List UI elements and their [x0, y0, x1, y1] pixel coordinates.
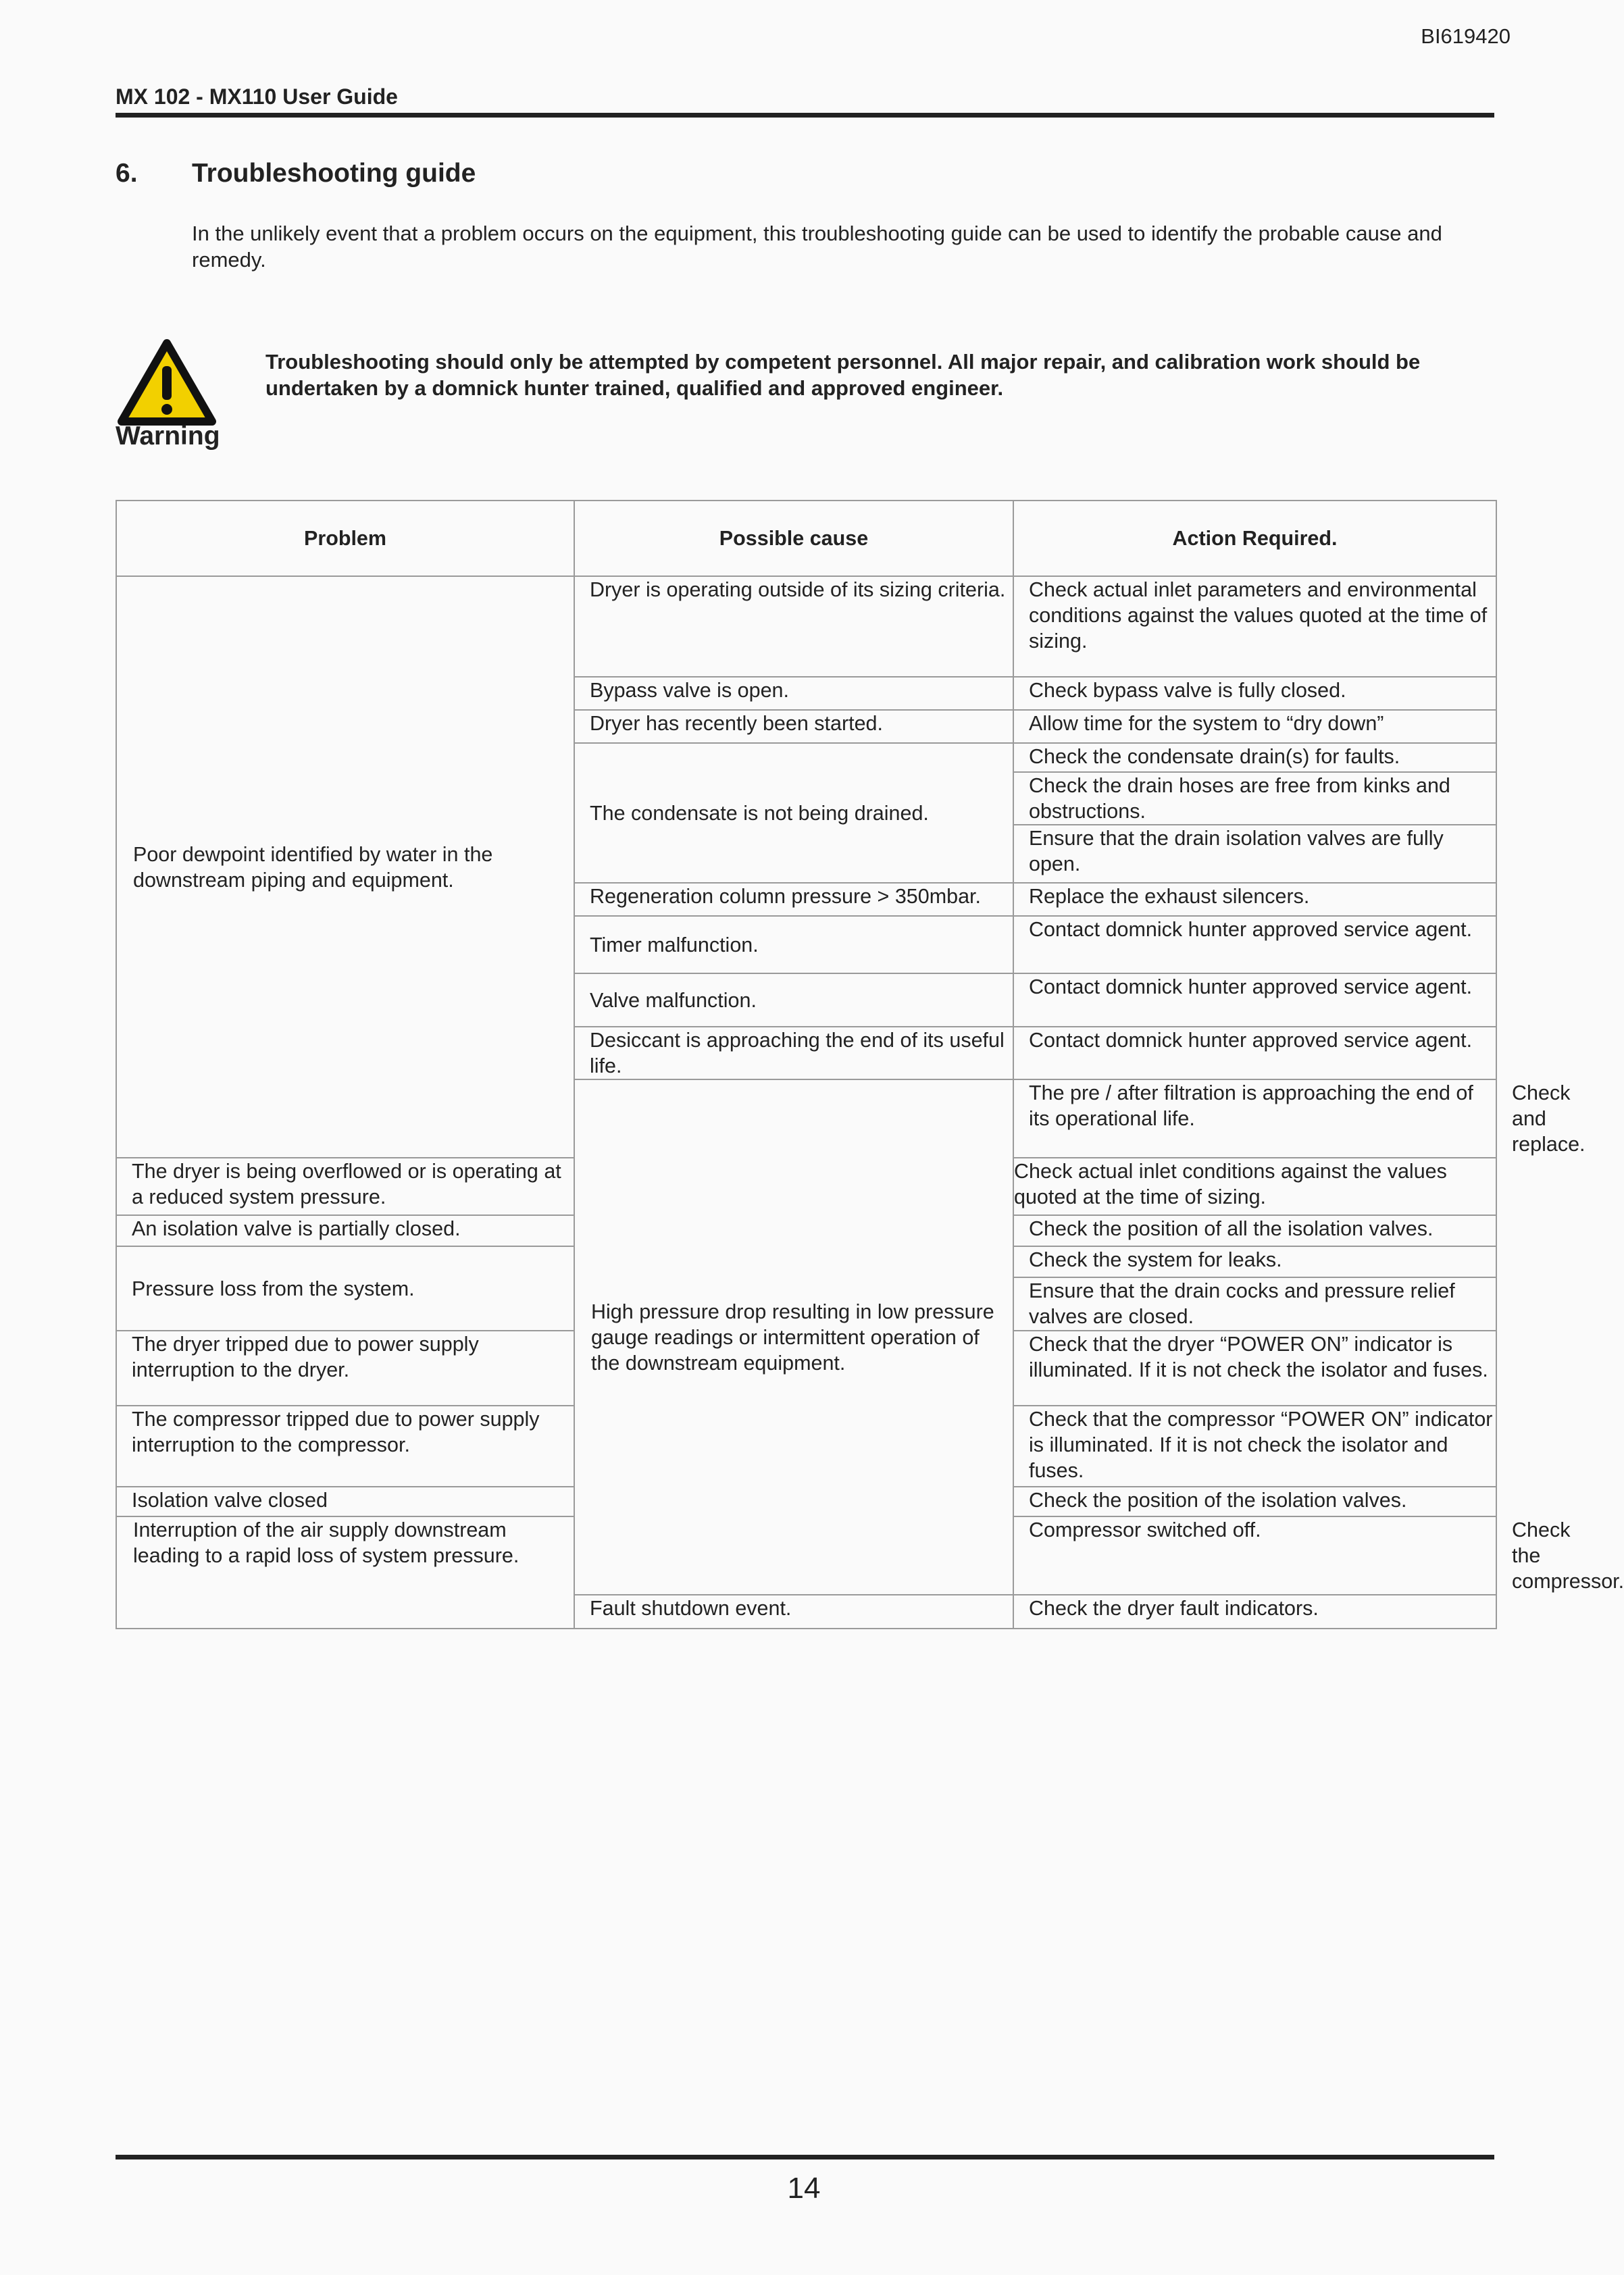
- cause-cell: The condensate is not being drained.: [574, 743, 1013, 883]
- guide-title: MX 102 - MX110 User Guide: [116, 84, 398, 109]
- cause-cell: Compressor switched off.: [1013, 1516, 1496, 1595]
- action-cell: Contact domnick hunter approved service agent.: [1013, 973, 1496, 1027]
- action-cell: Contact domnick hunter approved service agent.: [1013, 1027, 1496, 1079]
- action-cell: Check the drain hoses are free from kinks and obstructions.: [1013, 772, 1496, 825]
- action-cell: Check the position of all the isolation valves.: [1013, 1215, 1496, 1246]
- cause-cell: Isolation valve closed: [116, 1487, 574, 1516]
- action-cell: Check actual inlet conditions against the values quoted at the time of sizing.: [1013, 1158, 1496, 1215]
- problem-cell: Interruption of the air supply downstream leading to a rapid loss of system pressure.: [116, 1516, 574, 1629]
- column-header-action-required: Action Required.: [1013, 501, 1496, 576]
- action-cell: Contact domnick hunter approved service agent.: [1013, 916, 1496, 973]
- action-cell: Check that the dryer “POWER ON” indicator is illuminated. If it is not check the isolator and fuses.: [1013, 1331, 1496, 1406]
- section-title: Troubleshooting guide: [192, 159, 476, 188]
- cause-cell: Regeneration column pressure > 350mbar.: [574, 883, 1013, 916]
- action-cell: Ensure that the drain isolation valves are fully open.: [1013, 825, 1496, 883]
- cause-cell: Valve malfunction.: [574, 973, 1013, 1027]
- cause-cell: Desiccant is approaching the end of its useful life.: [574, 1027, 1013, 1079]
- warning-triangle-icon: [118, 338, 216, 427]
- page-number: 14: [787, 2172, 821, 2205]
- intro-paragraph: In the unlikely event that a problem occurs on the equipment, this troubleshooting guide can be used to identify the probable cause and remedy.: [192, 222, 1442, 272]
- cause-cell: Fault shutdown event.: [574, 1595, 1013, 1629]
- warning-block: [116, 338, 1500, 459]
- table-row: High pressure drop resulting in low pressure gauge readings or intermittent operation of the downstream equipment. The pre / after filtration is approaching the end of its operational life. Check and replace.: [116, 1079, 1496, 1158]
- column-header-problem: Problem: [116, 501, 574, 576]
- problem-cell: Poor dewpoint identified by water in the downstream piping and equipment.: [116, 576, 574, 1158]
- section-number: 6.: [116, 159, 138, 188]
- cause-cell: The pre / after filtration is approaching the end of its operational life.: [1013, 1079, 1496, 1158]
- troubleshooting-table: [116, 500, 1624, 1629]
- cause-cell: Pressure loss from the system.: [116, 1246, 574, 1331]
- table-header-row: [116, 501, 1496, 576]
- cause-cell: An isolation valve is partially closed.: [116, 1215, 574, 1246]
- cause-cell: The dryer tripped due to power supply interruption to the dryer.: [116, 1331, 574, 1406]
- footer-rule: [116, 2155, 1494, 2159]
- action-cell: Replace the exhaust silencers.: [1013, 883, 1496, 916]
- cause-cell: Dryer is operating outside of its sizing criteria.: [574, 576, 1013, 677]
- action-cell: Check the dryer fault indicators.: [1013, 1595, 1496, 1629]
- action-cell: Check the condensate drain(s) for faults.: [1013, 743, 1496, 772]
- warning-label: Warning: [116, 421, 220, 451]
- header-rule: [116, 113, 1494, 118]
- document-id: BI619420: [1421, 24, 1511, 48]
- action-cell: Check the position of the isolation valves.: [1013, 1487, 1496, 1516]
- action-cell: Allow time for the system to “dry down”: [1013, 710, 1496, 743]
- action-cell: Ensure that the drain cocks and pressure relief valves are closed.: [1013, 1277, 1496, 1331]
- cause-cell: Timer malfunction.: [574, 916, 1013, 973]
- table-row: Interruption of the air supply downstream leading to a rapid loss of system pressure. Compressor switched off. Check the compressor.: [116, 1516, 1496, 1595]
- cause-cell: The compressor tripped due to power supply interruption to the compressor.: [116, 1406, 574, 1487]
- cause-cell: Dryer has recently been started.: [574, 710, 1013, 743]
- column-header-possible-cause: Possible cause: [574, 501, 1013, 576]
- action-cell: Check actual inlet parameters and environmental conditions against the values quoted at the time of sizing.: [1013, 576, 1496, 677]
- action-cell: Check that the compressor “POWER ON” indicator is illuminated. If it is not check the isolator and fuses.: [1013, 1406, 1496, 1487]
- cause-cell: The dryer is being overflowed or is operating at a reduced system pressure.: [116, 1158, 574, 1215]
- action-cell: Check the system for leaks.: [1013, 1246, 1496, 1277]
- table-row: [116, 576, 1496, 677]
- cause-cell: Bypass valve is open.: [574, 677, 1013, 710]
- action-cell: Check bypass valve is fully closed.: [1013, 677, 1496, 710]
- problem-cell: High pressure drop resulting in low pressure gauge readings or intermittent operation of the downstream equipment.: [574, 1079, 1013, 1595]
- section-heading: [116, 159, 476, 188]
- warning-text: Troubleshooting should only be attempted by competent personnel. All major repair, and calibration work should be undertaken by a domnick hunter trained, qualified and approved engineer.: [265, 350, 1421, 400]
